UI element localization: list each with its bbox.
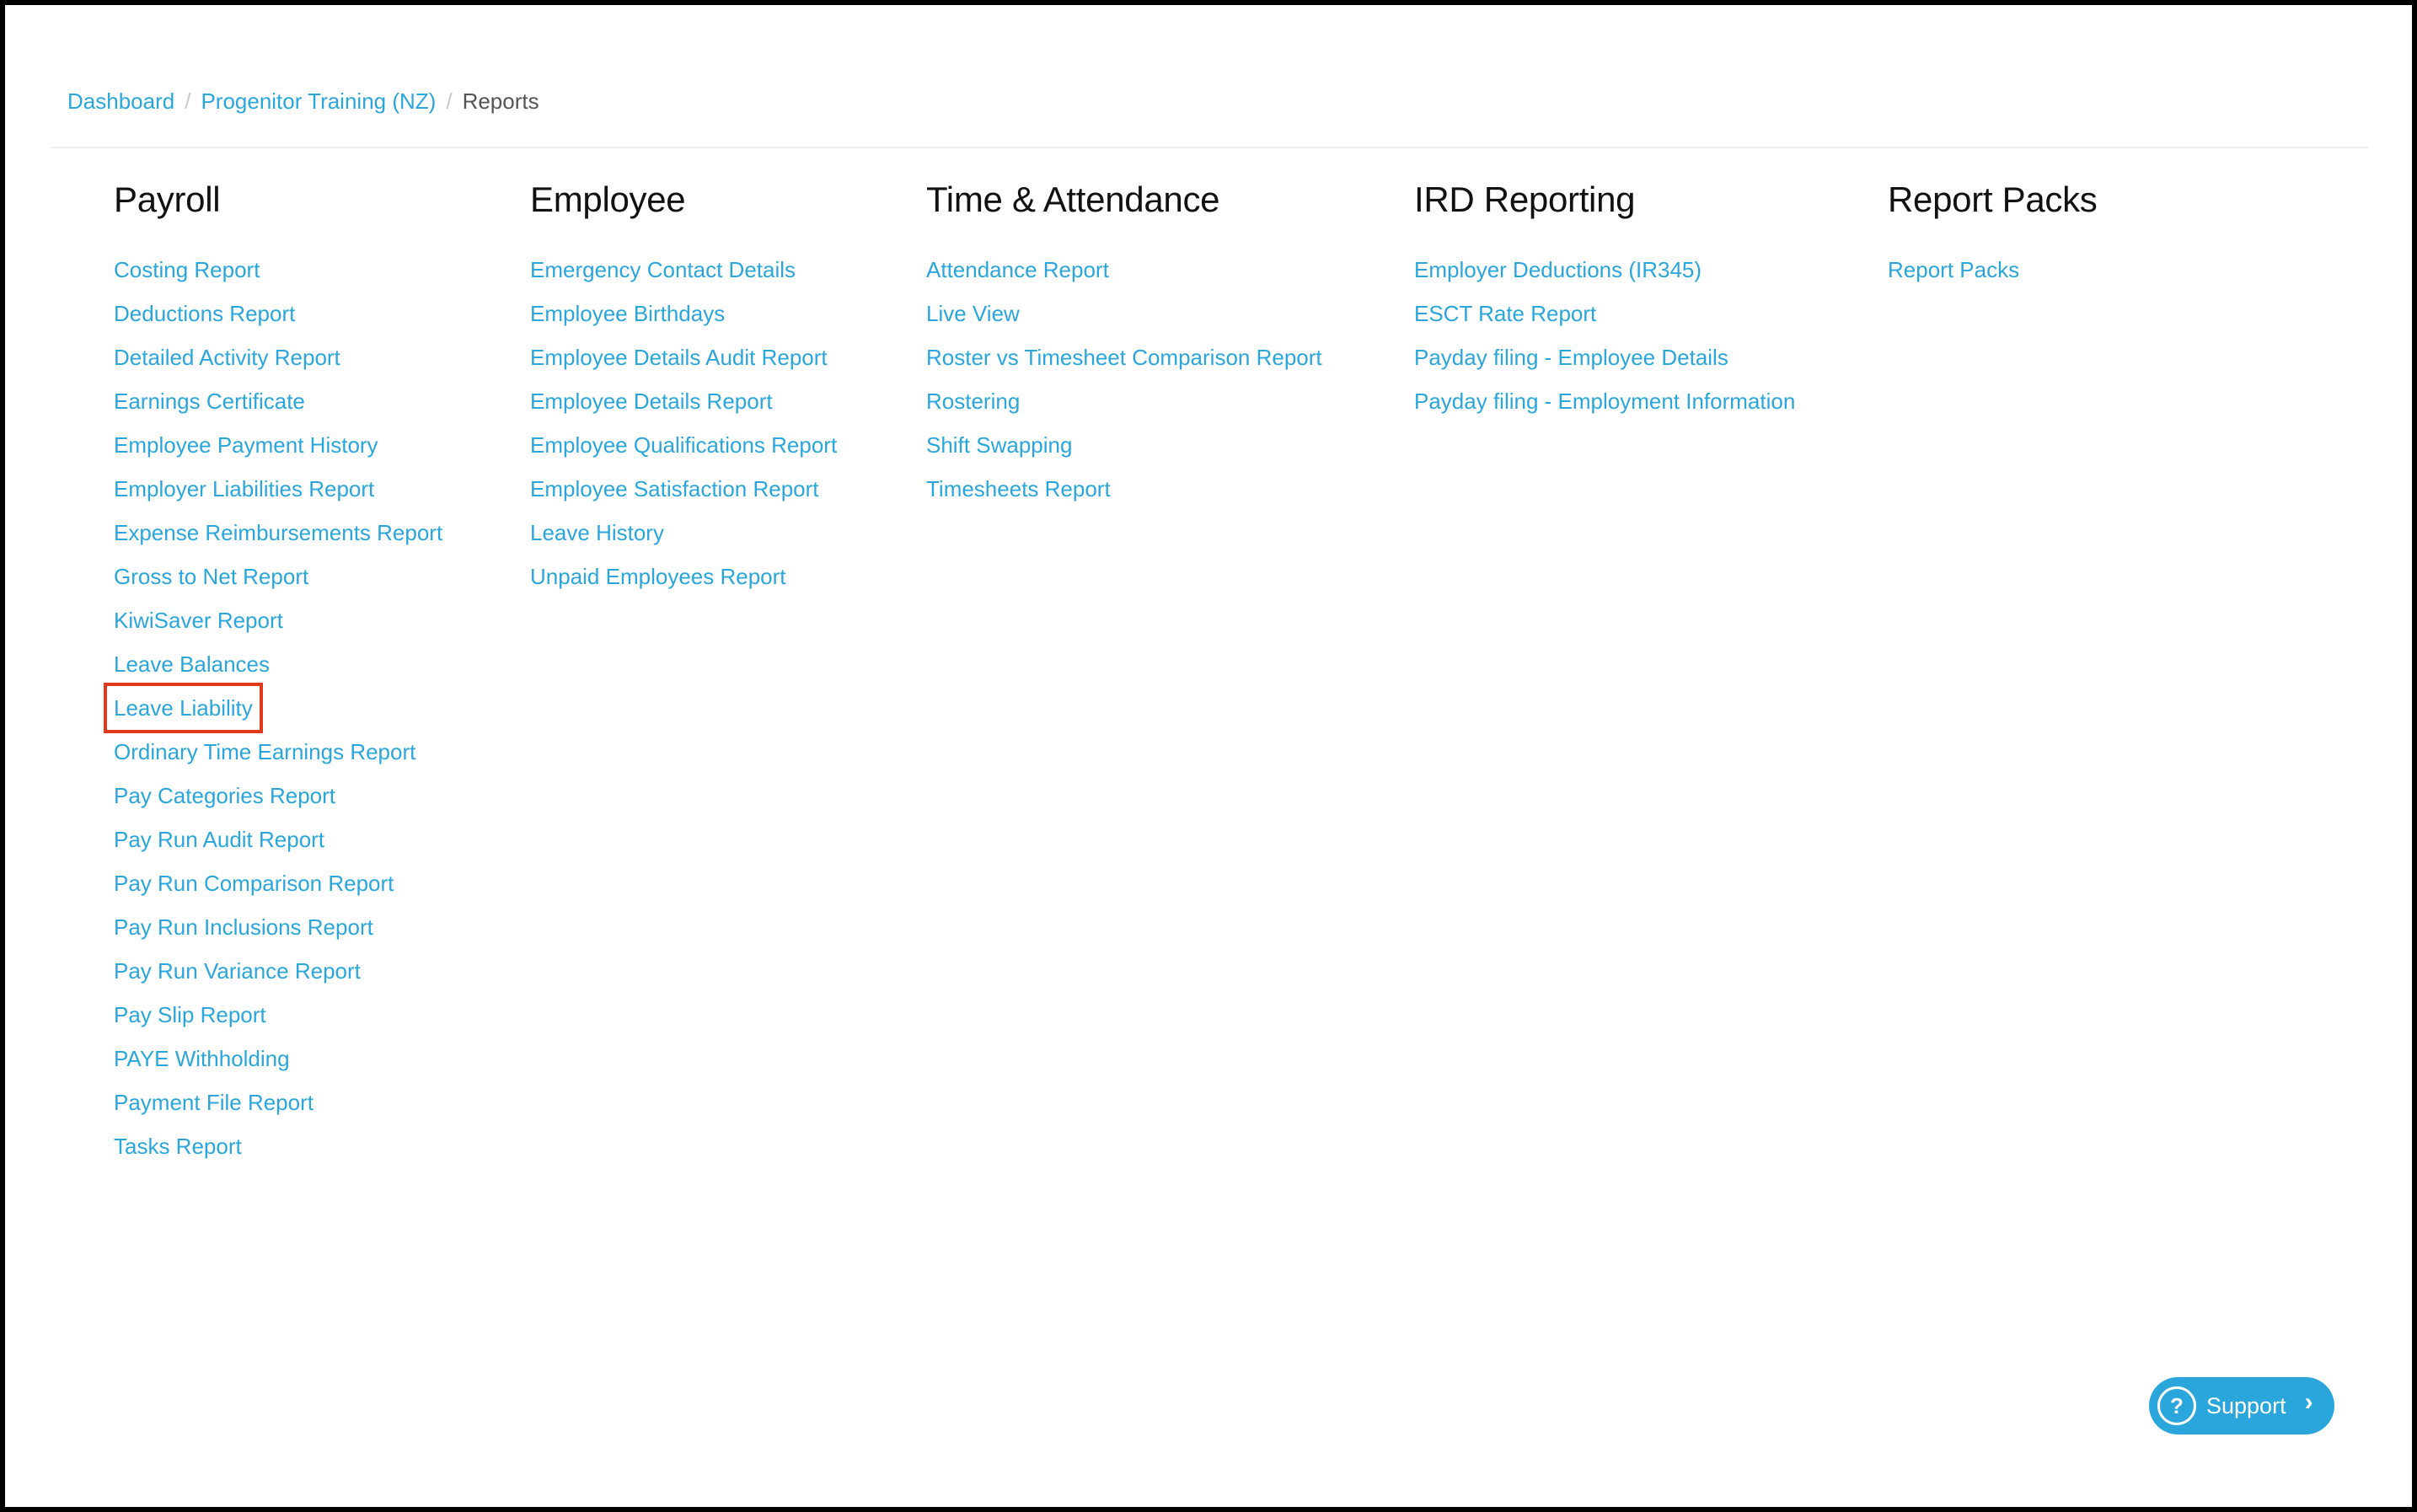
report-link-employee-details-audit-report[interactable]: Employee Details Audit Report xyxy=(530,345,828,370)
report-link-leave-liability[interactable]: Leave Liability xyxy=(112,691,255,725)
header-divider xyxy=(51,147,2368,148)
support-label: Support xyxy=(2206,1392,2286,1418)
report-list-item xyxy=(530,297,837,340)
report-list-item xyxy=(114,1042,442,1086)
section-title-time-attendance: Time & Attendance xyxy=(926,180,1220,219)
section-title-employee: Employee xyxy=(530,180,686,219)
report-list-item xyxy=(114,297,442,340)
report-list-item xyxy=(114,1086,442,1129)
page-frame xyxy=(5,5,2412,1507)
report-link-report-packs[interactable]: Report Packs xyxy=(1888,257,2020,282)
report-link-employee-birthdays[interactable]: Employee Birthdays xyxy=(530,301,726,326)
report-link-unpaid-employees-report[interactable]: Unpaid Employees Report xyxy=(530,564,786,589)
report-link-employee-qualifications-report[interactable]: Employee Qualifications Report xyxy=(530,432,838,458)
report-link-deductions-report[interactable]: Deductions Report xyxy=(114,301,296,326)
payroll-report-list xyxy=(114,253,442,1173)
breadcrumb-separator: / xyxy=(446,88,453,114)
report-list-item xyxy=(530,384,837,428)
ird-reporting-report-list xyxy=(1414,253,1795,428)
report-list-item xyxy=(1888,253,2019,297)
payroll-column xyxy=(114,177,443,1159)
report-link-pay-run-audit-report[interactable]: Pay Run Audit Report xyxy=(114,827,325,852)
report-list-item xyxy=(114,735,442,779)
section-title-ird-reporting: IRD Reporting xyxy=(1414,180,1636,219)
report-list-item xyxy=(114,472,442,516)
report-list-item xyxy=(1414,384,1795,428)
report-link-paye-withholding[interactable]: PAYE Withholding xyxy=(114,1046,290,1071)
breadcrumb-dashboard[interactable]: Dashboard xyxy=(67,88,175,114)
report-link-detailed-activity-report[interactable]: Detailed Activity Report xyxy=(114,345,340,370)
report-packs-report-list xyxy=(1888,253,2019,297)
report-list-item xyxy=(1414,340,1795,384)
breadcrumb-separator: / xyxy=(185,88,191,114)
report-link-rostering[interactable]: Rostering xyxy=(926,389,1021,414)
breadcrumb xyxy=(67,86,539,116)
employee-column xyxy=(530,177,838,589)
report-link-gross-to-net-report[interactable]: Gross to Net Report xyxy=(114,564,309,589)
time-attendance-report-list xyxy=(926,253,1322,516)
report-list-item xyxy=(114,384,442,428)
report-list-item xyxy=(114,603,442,647)
report-list-item xyxy=(926,340,1322,384)
report-list-item xyxy=(926,297,1322,340)
report-list-item xyxy=(114,1129,442,1173)
employee-report-list xyxy=(530,253,837,603)
report-list-item xyxy=(114,866,442,910)
report-list-item xyxy=(114,691,442,735)
report-link-ordinary-time-earnings-report[interactable]: Ordinary Time Earnings Report xyxy=(114,739,416,764)
report-list-item xyxy=(530,428,837,472)
report-link-payday-filing-employee-details[interactable]: Payday filing - Employee Details xyxy=(1414,345,1728,370)
report-list-item xyxy=(114,823,442,866)
report-list-item xyxy=(530,560,837,603)
report-list-item xyxy=(530,253,837,297)
report-link-pay-run-inclusions-report[interactable]: Pay Run Inclusions Report xyxy=(114,914,373,940)
report-list-item xyxy=(114,998,442,1042)
report-link-expense-reimbursements-report[interactable]: Expense Reimbursements Report xyxy=(114,520,443,545)
report-list-item xyxy=(114,560,442,603)
report-list-item xyxy=(114,340,442,384)
report-link-kiwisaver-report[interactable]: KiwiSaver Report xyxy=(114,608,283,633)
report-link-pay-categories-report[interactable]: Pay Categories Report xyxy=(114,783,336,808)
report-list-item xyxy=(114,954,442,998)
report-link-employee-satisfaction-report[interactable]: Employee Satisfaction Report xyxy=(530,476,819,501)
report-link-earnings-certificate[interactable]: Earnings Certificate xyxy=(114,389,305,414)
report-list-item xyxy=(926,428,1322,472)
report-list-item xyxy=(1414,253,1795,297)
support-button[interactable] xyxy=(2149,1377,2334,1434)
question-circle-icon: ? xyxy=(2157,1386,2196,1425)
report-list-item xyxy=(114,516,442,560)
ird-reporting-column xyxy=(1414,177,1796,414)
report-link-roster-vs-timesheet-comparison-report[interactable]: Roster vs Timesheet Comparison Report xyxy=(926,345,1322,370)
report-link-timesheets-report[interactable]: Timesheets Report xyxy=(926,476,1111,501)
report-link-esct-rate-report[interactable]: ESCT Rate Report xyxy=(1414,301,1597,326)
report-link-payday-filing-employment-information[interactable]: Payday filing - Employment Information xyxy=(1414,389,1796,414)
report-link-leave-history[interactable]: Leave History xyxy=(530,520,664,545)
report-list-item xyxy=(530,472,837,516)
report-link-leave-balances[interactable]: Leave Balances xyxy=(114,651,271,677)
report-list-item xyxy=(114,253,442,297)
report-link-pay-slip-report[interactable]: Pay Slip Report xyxy=(114,1002,266,1027)
report-link-employee-payment-history[interactable]: Employee Payment History xyxy=(114,432,378,458)
report-list-item xyxy=(114,779,442,823)
report-list-item xyxy=(926,472,1322,516)
report-link-employer-deductions-ir345[interactable]: Employer Deductions (IR345) xyxy=(1414,257,1702,282)
report-link-attendance-report[interactable]: Attendance Report xyxy=(926,257,1109,282)
report-link-emergency-contact-details[interactable]: Emergency Contact Details xyxy=(530,257,796,282)
chevron-right-icon: › xyxy=(2304,1388,2313,1416)
report-link-payment-file-report[interactable]: Payment File Report xyxy=(114,1090,314,1115)
report-link-tasks-report[interactable]: Tasks Report xyxy=(114,1134,242,1159)
report-list-item xyxy=(530,340,837,384)
report-link-pay-run-variance-report[interactable]: Pay Run Variance Report xyxy=(114,958,361,984)
time-attendance-column xyxy=(926,177,1322,501)
report-link-live-view[interactable]: Live View xyxy=(926,301,1020,326)
section-title-payroll: Payroll xyxy=(114,180,221,219)
report-list-item xyxy=(114,428,442,472)
report-list-item xyxy=(114,910,442,954)
report-list-item xyxy=(1414,297,1795,340)
report-link-pay-run-comparison-report[interactable]: Pay Run Comparison Report xyxy=(114,871,394,896)
report-link-costing-report[interactable]: Costing Report xyxy=(114,257,260,282)
report-list-item xyxy=(530,516,837,560)
report-link-employer-liabilities-report[interactable]: Employer Liabilities Report xyxy=(114,476,375,501)
report-packs-column xyxy=(1888,177,2098,282)
report-link-shift-swapping[interactable]: Shift Swapping xyxy=(926,432,1073,458)
breadcrumb-business[interactable]: Progenitor Training (NZ) xyxy=(201,88,437,114)
section-title-report-packs: Report Packs xyxy=(1888,180,2098,219)
report-list-item xyxy=(926,384,1322,428)
report-list-item xyxy=(926,253,1322,297)
report-link-employee-details-report[interactable]: Employee Details Report xyxy=(530,389,773,414)
breadcrumb-current: Reports xyxy=(462,88,539,114)
report-list-item xyxy=(114,647,442,691)
